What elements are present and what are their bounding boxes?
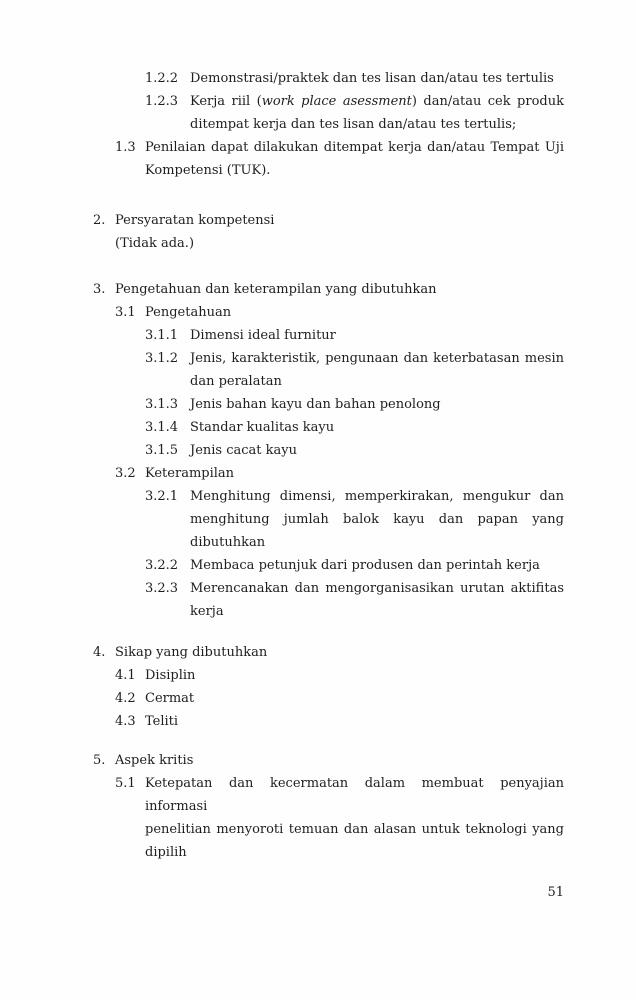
- item-line: Standar kualitas kayu: [190, 420, 335, 435]
- list-item: [93, 324, 564, 347]
- item-line: Cermat: [145, 691, 195, 706]
- list-item: [93, 278, 564, 301]
- list-item: [93, 67, 564, 90]
- item-number: 2.: [93, 213, 106, 228]
- item-number: 4.: [93, 645, 106, 660]
- item-line: Jenis cacat kayu: [190, 443, 298, 458]
- item-number: 1.2.3: [145, 94, 179, 109]
- item-text: [115, 278, 564, 301]
- item-text: [190, 416, 564, 439]
- item-line: Disiplin: [145, 668, 196, 683]
- item-line: Penilaian dapat dilakukan ditempat kerja dan/atau Tempat Uji: [145, 140, 564, 155]
- list-item: [93, 393, 564, 416]
- list-item: [93, 687, 564, 710]
- list-item: [93, 462, 564, 485]
- item-number: 3.2: [115, 466, 136, 481]
- list-item: [93, 301, 564, 324]
- item-line: Ketepatan dan kecermatan dalam membuat penyajian informasi: [145, 776, 564, 814]
- item-number: 3.1.2: [145, 351, 179, 366]
- item-number: 3.2.1: [145, 489, 179, 504]
- list-item: [93, 209, 564, 232]
- item-line: Jenis, karakteristik, pengunaan dan keterbatasan mesin: [190, 351, 564, 366]
- item-text: [145, 710, 564, 733]
- list-item: [93, 90, 564, 136]
- item-number: 5.1: [115, 776, 136, 791]
- list-item: [93, 136, 564, 182]
- item-line: penelitian menyoroti temuan dan alasan untuk teknologi yang: [145, 822, 564, 837]
- item-line: Keterampilan: [145, 466, 235, 481]
- item-number: 1.2.2: [145, 71, 179, 86]
- list-item: [93, 641, 564, 664]
- item-line: Aspek kritis: [115, 753, 194, 768]
- item-text: [145, 301, 564, 324]
- item-text: [115, 641, 564, 664]
- item-number: 3.2.3: [145, 581, 179, 596]
- item-number: 3.1: [115, 305, 136, 320]
- item-line: dipilih: [145, 845, 187, 860]
- item-text: [145, 772, 564, 864]
- item-text: [190, 393, 564, 416]
- item-text: [145, 136, 564, 182]
- item-text: [145, 664, 564, 687]
- item-number: 3.1.5: [145, 443, 179, 458]
- list-item: [93, 664, 564, 687]
- page-number: 51: [547, 885, 564, 900]
- item-line: Sikap yang dibutuhkan: [115, 645, 268, 660]
- item-line: Menghitung dimensi, memperkirakan, mengukur dan: [190, 489, 564, 504]
- italic-phrase: work place asessment: [261, 94, 412, 109]
- item-line: Membaca petunjuk dari produsen dan perintah kerja: [190, 558, 540, 573]
- list-item: [93, 577, 564, 623]
- phrase-before-italic: Kerja riil (: [190, 94, 262, 109]
- item-number: 3.1.3: [145, 397, 179, 412]
- item-line: [190, 90, 564, 113]
- list-item: [93, 485, 564, 554]
- list-item: [93, 772, 564, 864]
- item-number: 3.1.1: [145, 328, 179, 343]
- item-number: 3.: [93, 282, 106, 297]
- item-line: Demonstrasi/praktek dan tes lisan dan/atau tes tertulis: [190, 71, 554, 86]
- item-line: dibutuhkan: [190, 535, 266, 550]
- item-line: (Tidak ada.): [115, 236, 195, 251]
- item-line: ditempat kerja dan tes lisan dan/atau tes tertulis;: [190, 117, 517, 132]
- item-text: [190, 577, 564, 623]
- item-number: 4.2: [115, 691, 136, 706]
- item-text: [190, 324, 564, 347]
- list-item: [93, 232, 564, 255]
- item-line: kerja: [190, 604, 224, 619]
- item-line: Pengetahuan: [145, 305, 232, 320]
- item-number: 4.3: [115, 714, 136, 729]
- item-text: [190, 439, 564, 462]
- item-text: [115, 749, 564, 772]
- item-text: [145, 462, 564, 485]
- item-text: [190, 554, 564, 577]
- item-number: 4.1: [115, 668, 136, 683]
- item-number: 3.1.4: [145, 420, 179, 435]
- list-item: [93, 439, 564, 462]
- item-line: Kompetensi (TUK).: [145, 163, 271, 178]
- item-line: Dimensi ideal furnitur: [190, 328, 336, 343]
- item-line: Persyaratan kompetensi: [115, 213, 275, 228]
- list-item: [93, 347, 564, 393]
- item-text: [190, 485, 564, 554]
- list-item: [93, 554, 564, 577]
- item-line: Teliti: [145, 714, 179, 729]
- item-number: 5.: [93, 753, 106, 768]
- item-text: [190, 90, 564, 136]
- item-number: 3.2.2: [145, 558, 179, 573]
- list-item: [93, 416, 564, 439]
- item-text: [115, 232, 564, 255]
- list-item: [93, 749, 564, 772]
- item-line: Merencanakan dan mengorganisasikan urutan aktifitas: [190, 581, 564, 596]
- phrase-after-italic: ) dan/atau cek produk: [411, 94, 564, 109]
- item-text: [145, 687, 564, 710]
- item-number: 1.3: [115, 140, 136, 155]
- item-text: [190, 347, 564, 393]
- list-item: [93, 710, 564, 733]
- item-line: menghitung jumlah balok kayu dan papan yang: [190, 512, 564, 527]
- item-text: [190, 67, 564, 90]
- item-text: [115, 209, 564, 232]
- item-line: Jenis bahan kayu dan bahan penolong: [190, 397, 441, 412]
- item-line: Pengetahuan dan keterampilan yang dibutuhkan: [115, 282, 437, 297]
- item-line: dan peralatan: [190, 374, 282, 389]
